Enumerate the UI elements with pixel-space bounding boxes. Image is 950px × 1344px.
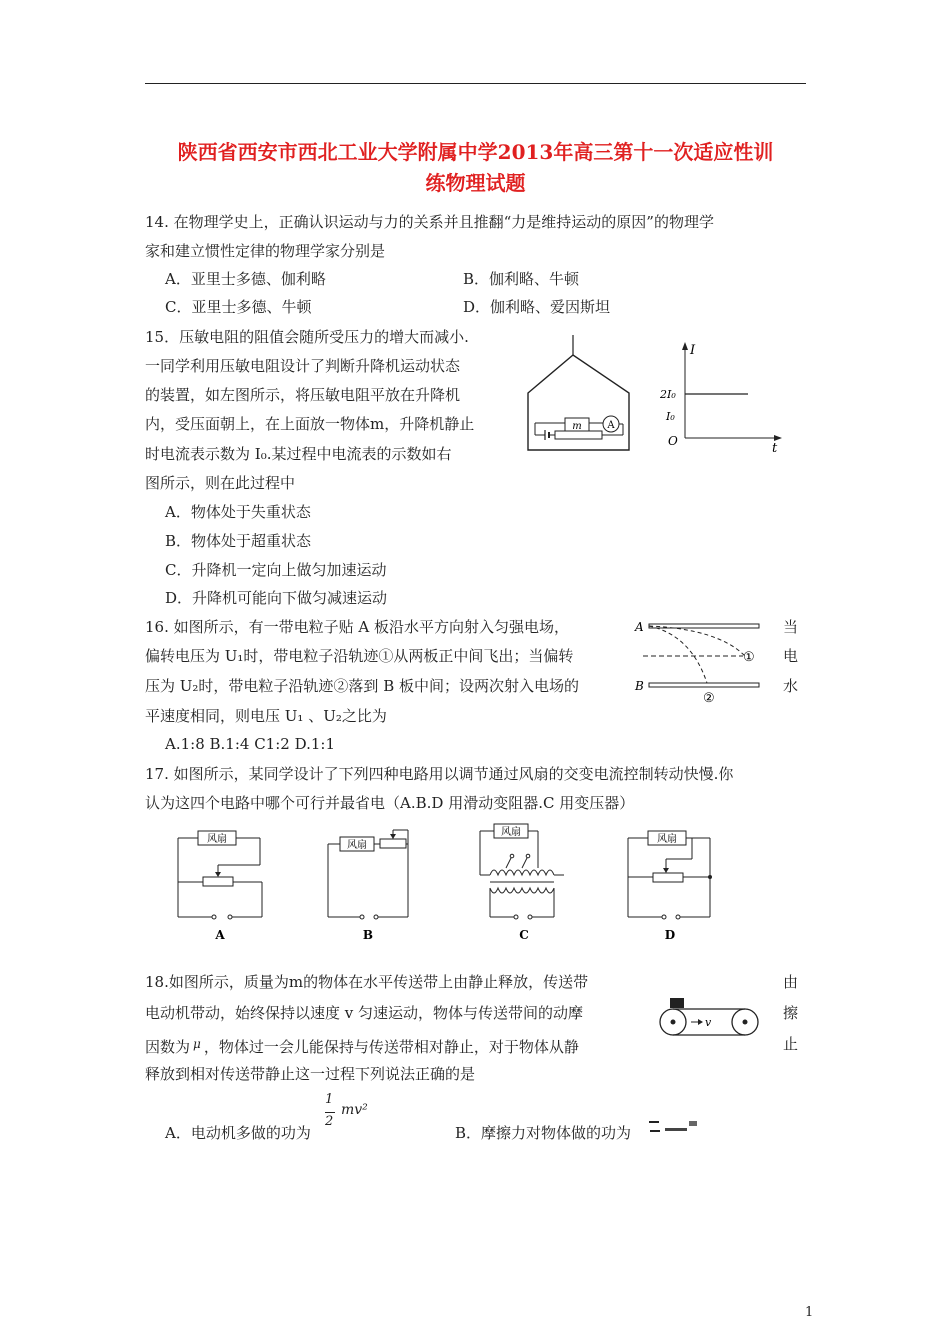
- q18-side-3: 止: [783, 1035, 799, 1053]
- q14-stem-2: 家和建立惯性定律的物理学家分别是: [145, 242, 386, 260]
- q15-stem-5: 时电流表示数为 I₀.某过程中电流表的示数如右: [145, 445, 452, 463]
- path1-label: ①: [743, 650, 755, 665]
- fraction-denominator: 2: [325, 1114, 334, 1129]
- tick-2i0: 2I₀: [660, 388, 676, 401]
- q15-stem-6: 图所示，则在此过程中: [145, 474, 296, 492]
- q18-stem-1: 18.如图所示，质量为m的物体在水平传送带上由静止释放，传送带: [145, 973, 589, 991]
- fan-label-c: 风扇: [501, 827, 521, 838]
- circuit-a-label: A: [215, 928, 225, 942]
- q15-option-d: D．升降机可能向下做匀减速运动: [165, 589, 388, 607]
- x-axis-label: t: [772, 441, 778, 453]
- block-mass: [670, 998, 684, 1008]
- q15-stem-3: 的装置，如左图所示，将压敏电阻平放在升降机: [145, 386, 461, 404]
- truncated-formula: [647, 1119, 717, 1135]
- page-title-line2: 练物理试题: [425, 171, 526, 195]
- q16-stem-1: 16. 如图所示，有一带电粒子贴 A 板沿水平方向射入匀强电场，: [145, 618, 569, 636]
- circuit-a: [170, 825, 270, 945]
- deflection-figure: [633, 615, 773, 707]
- q16-side-2: 电: [783, 647, 799, 665]
- fraction-expression: mv²: [341, 1102, 368, 1118]
- fraction-bar: [325, 1112, 335, 1113]
- circuit-c-label: C: [519, 928, 529, 942]
- circuit-b-label: B: [362, 928, 374, 942]
- mass-label: m: [572, 421, 582, 432]
- q16-side-3: 水: [783, 677, 799, 695]
- fraction-half-mv2: [325, 1092, 395, 1142]
- tick-i0: I₀: [666, 410, 675, 423]
- q16-stem-3: 压为 U₂时，带电粒子沿轨迹②落到 B 板中间；设两次射入电场的: [145, 677, 579, 695]
- origin-label: O: [668, 434, 678, 448]
- y-axis-label: I: [690, 343, 696, 358]
- q16-side-1: 当: [783, 618, 799, 636]
- ammeter-label: A: [607, 420, 615, 431]
- mu-symbol: μ: [193, 1037, 201, 1051]
- q17-stem-1: 17. 如图所示，某同学设计了下列四种电路用以调节通过风扇的交变电流控制转动快慢.你: [145, 765, 734, 783]
- circuit-d: [620, 825, 720, 945]
- q18-stem-2: 电动机带动，始终保持以速度 v 匀速运动，物体与传送带间的动摩: [145, 1004, 584, 1022]
- conveyor-figure: [655, 995, 770, 1040]
- q18-option-a: A．电动机多做的功为: [165, 1124, 311, 1142]
- header-rule: [145, 83, 806, 84]
- page-number: 1: [805, 1305, 814, 1320]
- current-time-graph: [660, 338, 790, 453]
- q14-option-d: D．伽利略、爱因斯坦: [463, 298, 611, 316]
- q14-stem-1: 14. 在物理学史上，正确认识运动与力的关系并且推翻“力是维持运动的原因”的物理学: [145, 213, 714, 231]
- q16-options: A.1:8 B.1:4 C1:2 D.1:1: [165, 735, 335, 753]
- q15-option-a: A．物体处于失重状态: [165, 503, 311, 521]
- q15-stem-4: 内，受压面朝上，在上面放一物体m，升降机静止: [145, 415, 475, 433]
- plate-a-label: A: [635, 620, 644, 634]
- fan-label-d: 风扇: [657, 834, 677, 845]
- q15-option-b: B．物体处于超重状态: [165, 532, 312, 550]
- q18-stem-3b: ，物体过一会儿能保持与传送带相对静止，对于物体从静: [203, 1038, 579, 1056]
- circuit-b: [318, 825, 418, 945]
- q18-stem-3a: 因数为: [145, 1038, 191, 1056]
- q15-stem-2: 一同学利用压敏电阻设计了判断升降机运动状态: [145, 357, 461, 375]
- q14-option-a: A．亚里士多德、伽利略: [165, 270, 326, 288]
- circuit-c: [472, 820, 576, 945]
- velocity-label: v: [705, 1016, 712, 1029]
- q17-stem-2: 认为这四个电路中哪个可行并最省电（A.B.D 用滑动变阻器.C 用变压器）: [145, 794, 635, 812]
- circuit-d-label: D: [664, 928, 676, 942]
- fan-label-a: 风扇: [207, 834, 227, 845]
- q14-option-b: B．伽利略、牛顿: [463, 270, 580, 288]
- fan-label-b: 风扇: [347, 840, 367, 851]
- q18-option-b: B．摩擦力对物体做的功为: [455, 1124, 632, 1142]
- fraction-numerator: 1: [325, 1092, 334, 1107]
- q14-option-c: C．亚里士多德、牛顿: [165, 298, 312, 316]
- elevator-figure: [525, 335, 635, 455]
- q18-side-2: 擦: [783, 1004, 799, 1022]
- q15-stem-1: 15．压敏电阻的阻值会随所受压力的增大而减小.: [145, 328, 469, 346]
- q15-option-c: C．升降机一定向上做匀加速运动: [165, 561, 387, 579]
- page-title-line1: 陕西省西安市西北工业大学附属中学2013年高三第十一次适应性训: [177, 140, 774, 164]
- plate-b-label: B: [635, 679, 644, 693]
- path2-label: ②: [703, 691, 715, 706]
- q18-stem-3: [145, 1034, 579, 1057]
- q18-side-1: 由: [783, 973, 799, 991]
- q16-stem-2: 偏转电压为 U₁时，带电粒子沿轨迹①从两板正中间飞出；当偏转: [145, 647, 574, 665]
- q16-stem-4: 平速度相同，则电压 U₁ 、U₂之比为: [145, 707, 387, 725]
- q18-stem-4: 释放到相对传送带静止这一过程下列说法正确的是: [145, 1065, 476, 1083]
